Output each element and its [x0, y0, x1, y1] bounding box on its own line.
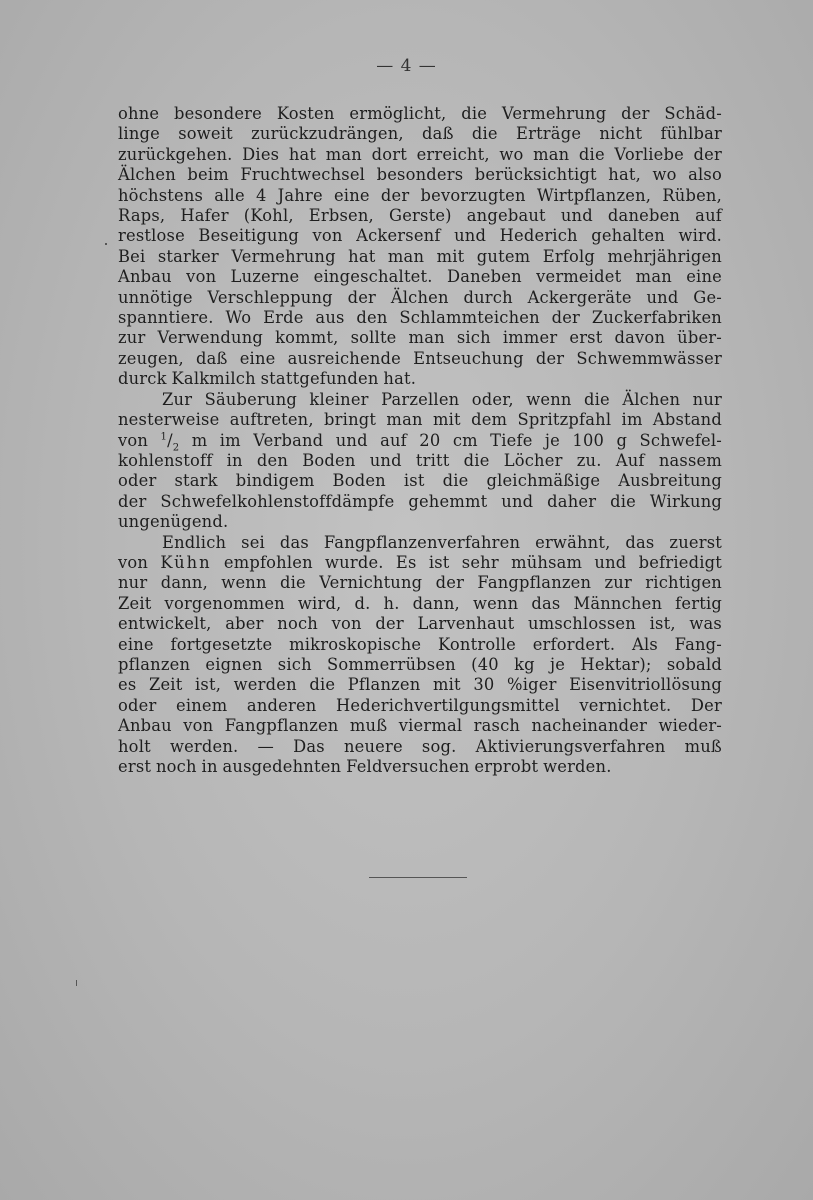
text-line: der Schwefelkohlenstoffdämpfe gehemmt und daher die Wirkung: [118, 491, 722, 511]
text-line: eine fortgesetzte mikroskopische Kontrolle erfordert. Als Fang-: [118, 634, 722, 654]
author-name: Kühn: [160, 552, 212, 572]
text-line: kohlenstoff in den Boden und tritt die Löcher zu. Auf nassem: [118, 450, 722, 470]
text-line: unnötige Verschleppung der Älchen durch Ackergeräte und Ge-: [118, 287, 722, 307]
scan-speck: [76, 980, 77, 986]
scan-speck: [105, 243, 107, 245]
text-fragment: empfohlen wurde. Es ist sehr mühsam und befriedigt: [223, 552, 722, 572]
text-fragment: es Zeit ist, werden die Pflanzen mit: [118, 675, 461, 695]
text-line: holt werden. — Das neuere sog. Aktivierungsverfahren muß: [118, 736, 722, 756]
text-line: [118, 553, 722, 573]
text-line: Älchen beim Fruchtwechsel besonders berücksichtigt hat, wo also: [118, 165, 722, 185]
text-line: ohne besondere Kosten ermöglicht, die Vermehrung der Schäd-: [118, 104, 722, 123]
text-line: zurückgehen. Dies hat man dort erreicht, wo man die Vorliebe der: [118, 144, 722, 164]
text-line: zeugen, daß eine ausreichende Entseuchung der Schwemmwässer: [118, 348, 722, 368]
text-line: nur dann, wenn die Vernichtung der Fangpflanzen zur richtigen: [118, 573, 722, 593]
text-line: restlose Beseitigung von Ackersenf und Hederich gehalten wird.: [118, 226, 722, 246]
page-number: — 4 —: [376, 56, 437, 76]
text-line: entwickelt, aber noch von der Larvenhaut umschlossen ist, was: [118, 614, 722, 634]
text-line: Zeit vorgenommen wird, d. h. dann, wenn das Männchen fertig: [118, 593, 722, 613]
paragraph-1: [118, 104, 722, 390]
text-line: [118, 675, 722, 695]
fraction-numerator: 1: [160, 431, 168, 443]
paragraph-3: [118, 533, 722, 778]
text-line: nesterweise auftreten, bringt man mit dem Spritzpfahl im Abstand: [118, 410, 722, 430]
text-fragment: m im Verband und auf 20 cm Tiefe je 100 g Schwefel-: [191, 430, 722, 450]
text-line: Anbau von Luzerne eingeschaltet. Daneben vermeidet man eine: [118, 267, 722, 287]
text-line: erst noch in ausgedehnten Feldversuchen erprobt werden.: [118, 757, 612, 776]
text-line: Endlich sei das Fangpflanzenverfahren erwähnt, das zuerst: [162, 532, 722, 552]
text-line: oder einem anderen Hederichvertilgungsmittel vernichtet. Der: [118, 695, 722, 715]
text-line: durck Kalkmilch stattgefunden hat.: [118, 369, 417, 389]
text-fragment: von: [118, 430, 149, 450]
text-line: höchstens alle 4 Jahre eine der bevorzugten Wirtpflanzen, Rüben,: [118, 185, 722, 205]
body-text: [118, 104, 722, 777]
text-fragment: von: [118, 552, 149, 572]
text-line: oder stark bindigem Boden ist die gleichmäßige Ausbreitung: [118, 471, 722, 491]
fraction-half: $^1/_2$: [160, 430, 180, 453]
text-line: Raps, Hafer (Kohl, Erbsen, Gerste) angebaut und daneben auf: [118, 206, 722, 226]
text-line: [118, 431, 722, 451]
section-divider: [369, 877, 467, 878]
text-line: Anbau von Fangpflanzen muß viermal rasch nacheinander wieder-: [118, 716, 722, 736]
text-line: linge soweit zurückzudrängen, daß die Erträge nicht fühlbar: [118, 124, 722, 144]
text-line: spanntiere. Wo Erde aus den Schlammteichen der Zuckerfabriken: [118, 308, 722, 328]
text-line: Bei starker Vermehrung hat man mit gutem Erfolg mehrjährigen: [118, 246, 722, 266]
text-fragment: 30 %iger Eisenvitriollösung: [473, 675, 722, 695]
fraction-denominator: 2: [172, 441, 180, 453]
text-line: zur Verwendung kommt, sollte man sich immer erst davon über-: [118, 328, 722, 348]
text-line: ungenügend.: [118, 512, 229, 532]
text-line: Zur Säuberung kleiner Parzellen oder, wenn die Älchen nur: [162, 389, 722, 409]
text-line: pflanzen eignen sich Sommerrübsen (40 kg je Hektar); sobald: [118, 654, 722, 674]
paragraph-2: [118, 390, 722, 533]
